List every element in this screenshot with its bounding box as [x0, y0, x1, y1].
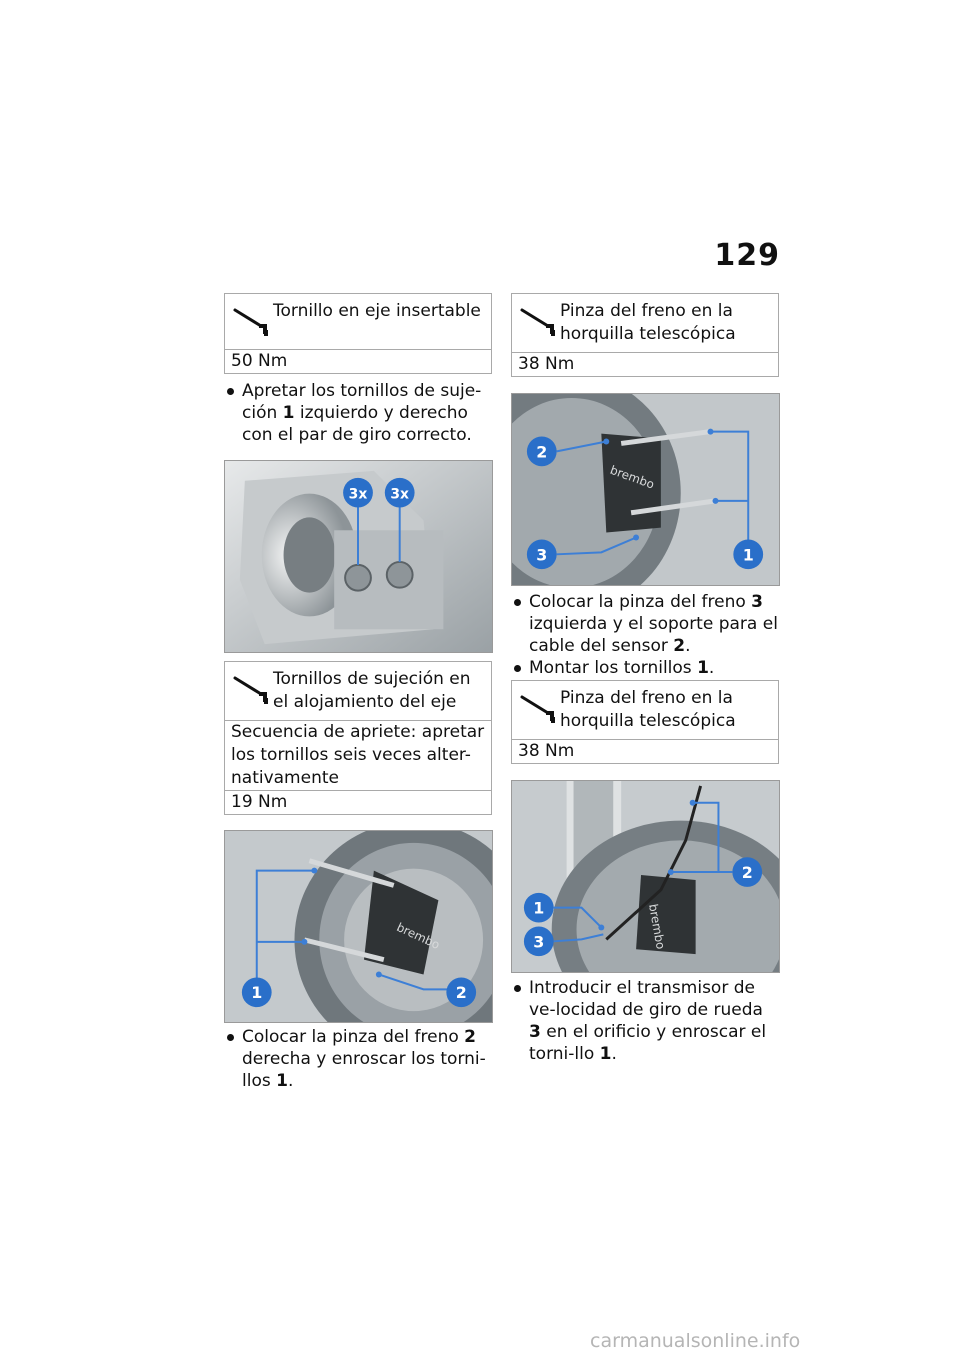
torque-box-axle-screw [224, 293, 492, 374]
instruction-item: Apretar los tornillos de suje-ción 1 izquierdo y derecho con el par de giro correcto. [224, 380, 492, 446]
torque-value: 38 Nm [518, 354, 575, 374]
torque-wrench-icon [231, 304, 271, 338]
caliper-brand-text: brembo [394, 920, 442, 953]
figure-right-caliper [224, 830, 493, 1023]
instruction-list-2 [224, 1026, 492, 1092]
torque-value: 50 Nm [231, 351, 288, 371]
torque-box-header [512, 294, 778, 353]
torque-box-title: Tornillo en eje insertable [273, 301, 481, 321]
torque-box-header [512, 681, 778, 740]
instruction-list-1 [224, 380, 492, 446]
callout-label: 3 [536, 545, 548, 565]
watermark: carmanualsonline.info [590, 1330, 801, 1352]
torque-box-title: Pinza del freno en la horquilla telescópica [560, 688, 736, 731]
torque-wrench-icon [518, 304, 558, 338]
torque-box-axle-housing [224, 661, 492, 815]
torque-box-fork-caliper [511, 293, 779, 377]
callout-label: 3x [390, 486, 410, 503]
torque-box-header [225, 294, 491, 350]
caliper-brand-text: brembo [646, 902, 668, 951]
callout-label: 2 [741, 863, 753, 882]
callout-label: 2 [536, 442, 548, 462]
torque-box-title: Tornillos de sujeción en el alojamiento del eje [273, 669, 471, 712]
figure-left-caliper [511, 393, 780, 586]
figure-speed-sensor [511, 780, 780, 973]
instruction-list-3 [511, 591, 779, 679]
torque-value: 19 Nm [231, 792, 288, 812]
callout-label: 3 [533, 932, 545, 952]
instruction-item: Colocar la pinza del freno 2 derecha y enroscar los torni-llos 1. [224, 1026, 492, 1092]
torque-box-header [225, 662, 491, 721]
callout-label: 1 [533, 898, 545, 918]
instruction-item: Introducir el transmisor de ve-locidad de giro de rueda 3 en el orificio y enroscar el torni-llo 1. [511, 977, 779, 1065]
torque-wrench-icon [518, 691, 558, 725]
page-number: 129 [714, 238, 780, 273]
callout-label: 1 [251, 983, 263, 1003]
torque-wrench-icon [231, 672, 271, 706]
instruction-item: Montar los tornillos 1. [511, 657, 779, 679]
torque-box-title: Pinza del freno en la horquilla telescópica [560, 301, 736, 344]
caliper-brand-text: brembo [608, 462, 657, 492]
callout-label: 3x [348, 486, 368, 503]
torque-box-fork-caliper-2 [511, 680, 779, 764]
callout-label: 2 [455, 983, 467, 1003]
instruction-list-4 [511, 977, 779, 1065]
callout-label: 1 [742, 545, 754, 565]
instruction-item: Colocar la pinza del freno 3 izquierda y el soporte para el cable del sensor 2. [511, 591, 779, 657]
torque-value: 38 Nm [518, 741, 575, 761]
figure-axle-clamp-screws [224, 460, 493, 653]
torque-sequence: Secuencia de apriete: apretar los tornillos seis veces alter-nativamente [225, 721, 491, 791]
